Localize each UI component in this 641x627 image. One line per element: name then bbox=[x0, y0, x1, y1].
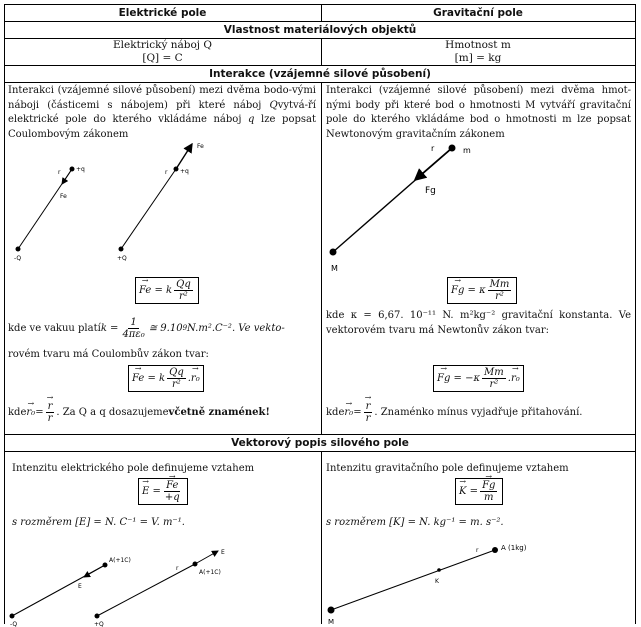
electric-diagram4-r-label: r bbox=[176, 565, 179, 572]
gravity-interaction-text: Interakci (vzájemné silové působení) mezi dvěma hmot-nými body při které bod o hmotnosti M vytváří gravitační pole do kterého vkládáme bod o hmotnosti m lze popsat Newtonovým gravitačním zákonem bbox=[326, 85, 631, 140]
electric-dimension-text: s rozměrem [E] = N. C⁻¹ = V. m⁻¹. bbox=[12, 517, 185, 528]
electric-diagram2-q-label: +q bbox=[180, 168, 189, 175]
gravity-intensity-numerator: → Fg bbox=[480, 480, 497, 492]
gravity-diagram2-K-label: K bbox=[435, 578, 439, 585]
gravity-diagram1-M-label: M bbox=[331, 264, 338, 273]
electric-diagram2-r-line bbox=[121, 169, 176, 249]
electric-intensity-denominator: +q bbox=[164, 492, 180, 503]
newton-vector-law-formula: → Fg = −κ $\frac{Mm}{\text{r²}}$ . → r₀ bbox=[433, 365, 524, 392]
newton-vector-law-r0: → r₀ bbox=[511, 373, 520, 384]
electric-intensity-lhs: → E bbox=[142, 486, 149, 497]
document-page bbox=[4, 4, 636, 627]
gravity-diagram2-point-A bbox=[492, 547, 498, 553]
section-header-vector: Vektorový popis silového pole bbox=[231, 437, 409, 449]
gravity-r0-definition: kde → r₀ = → $\frac{r}{r}$ . Znaménko mínus vyjadřuje přitahování. bbox=[326, 401, 582, 424]
table-row-divider bbox=[4, 21, 636, 22]
electric-diagram4-source-label: +Q bbox=[94, 621, 104, 627]
gravity-intensity-formula bbox=[455, 478, 503, 505]
electric-diagram3-E-arrow bbox=[84, 565, 105, 577]
gravitational-constant-text: kde κ = 6,67. 10⁻¹¹ N. m²kg⁻² gravitační konstanta. Ve vektorovém tvaru má Newtonův zákon tvar: bbox=[326, 310, 631, 336]
coulomb-law-eq: = k bbox=[154, 285, 173, 296]
newton-vector-law-numerator: Mm bbox=[484, 367, 504, 378]
gravity-intensity-denominator: m bbox=[483, 492, 494, 503]
electric-diagram3-source-label: -Q bbox=[10, 621, 18, 627]
electric-intensity-numerator: → Fe bbox=[164, 480, 180, 492]
gravity-diagram2-K-point bbox=[437, 568, 441, 572]
electric-diagram1-source-label: -Q bbox=[14, 255, 22, 262]
gravity-dimension-text: s rozměrem [K] = N. kg⁻¹ = m. s⁻². bbox=[326, 517, 504, 528]
electric-diagram4-E-label: E bbox=[221, 549, 225, 556]
gravity-diagram2-r-line bbox=[331, 550, 495, 610]
newton-law-formula bbox=[447, 277, 517, 304]
gravity-quantity-unit: [m] = kg bbox=[454, 52, 502, 64]
electric-diagram2-source-label: +Q bbox=[117, 255, 127, 262]
table-border-left bbox=[4, 4, 5, 624]
electric-diagram4-A-label: A(+1C) bbox=[199, 569, 221, 576]
gravity-field-diagram bbox=[321, 536, 635, 626]
table-row-divider bbox=[4, 434, 636, 435]
section-header-interaction: Interakce (vzájemné silové působení) bbox=[209, 68, 431, 80]
electric-diagram2-F-label: Fe bbox=[197, 143, 204, 150]
coulomb-vector-law-lhs: → Fe bbox=[132, 373, 144, 384]
electric-diagram3-A-label: A(+1C) bbox=[109, 557, 131, 564]
electric-diagram4-E-arrow bbox=[195, 551, 218, 564]
gravity-diagram2-mass-M bbox=[328, 607, 335, 614]
gravity-diagram1-mass-M bbox=[330, 249, 337, 256]
newton-law-denominator: r² bbox=[495, 291, 504, 302]
gravity-intensity-lhs: → K bbox=[459, 486, 466, 497]
coulomb-law-lhs: → Fe bbox=[139, 285, 151, 296]
table-border-top bbox=[4, 4, 636, 5]
newton-law-numerator: Mm bbox=[489, 279, 510, 290]
gravity-diagram1-m-label: m bbox=[463, 146, 471, 155]
column-header-electric: Elektrické pole bbox=[118, 7, 207, 19]
newton-vector-law-denominator: r² bbox=[489, 379, 499, 390]
coulomb-law-formula bbox=[135, 277, 199, 304]
coulomb-vector-law-denominator: r² bbox=[172, 379, 181, 390]
coulomb-vector-law-formula: → Fe = k $\frac{Qq}{\text{r²}}$ . → r₀ bbox=[128, 365, 204, 392]
gravity-diagram1-F-label: Fg bbox=[425, 186, 436, 196]
electric-field-diagram bbox=[4, 536, 321, 626]
coulomb-vector-law-numerator: Qq bbox=[169, 367, 184, 378]
table-row-divider bbox=[4, 82, 636, 83]
electric-quantity-unit: [Q] = C bbox=[142, 52, 183, 64]
electric-interaction-diagram bbox=[4, 134, 321, 269]
gravity-diagram1-r-label: r bbox=[431, 144, 435, 153]
electric-intensity-eq: = bbox=[152, 486, 161, 497]
electric-diagram1-r-label: r bbox=[58, 169, 61, 176]
coulomb-law-numerator: Qq bbox=[176, 279, 191, 290]
gravity-interaction-diagram bbox=[321, 134, 635, 274]
electric-diagram1-F-label: Fe bbox=[60, 193, 67, 200]
electric-intensity-formula bbox=[138, 478, 188, 505]
gravity-diagram2-M-label: M bbox=[328, 618, 335, 626]
coulomb-vector-law-r0: → r₀ bbox=[191, 373, 200, 384]
electric-diagram1-source-charge bbox=[16, 247, 21, 252]
vacuum-constant-line: kde ve vakuu platí k = $\frac{1}{\text{4πε₀}}$ ≅ 9.10 9 N.m².C⁻². Ve vekto- bbox=[8, 317, 285, 340]
gravity-diagram2-A-label: A (1kg) bbox=[501, 544, 527, 552]
electric-diagram1-q-label: +q bbox=[76, 166, 85, 173]
gravity-intensity-text: Intenzitu gravitačního pole definujeme vztahem bbox=[326, 463, 569, 474]
table-row-divider bbox=[4, 65, 636, 66]
column-header-gravity: Gravitační pole bbox=[433, 7, 523, 19]
electric-diagram2-force-arrow bbox=[176, 144, 192, 169]
newton-law-lhs: → Fg bbox=[451, 285, 464, 296]
gravity-diagram2-r-label: r bbox=[476, 547, 479, 554]
table-row-divider bbox=[4, 451, 636, 452]
electric-diagram3-E-label: E bbox=[78, 583, 82, 590]
section-header-properties: Vlastnost materiálových objektů bbox=[223, 24, 417, 36]
electric-diagram1-force-arrow bbox=[62, 169, 72, 184]
electric-r0-definition: kde → r₀ = → $\frac{r}{r}$ . Za Q a q dosazujeme včetně znamének! bbox=[8, 401, 270, 424]
electric-diagram4-r-line bbox=[97, 564, 195, 616]
electric-quantity-name: Elektrický náboj Q bbox=[113, 39, 212, 51]
electric-diagram4-source-charge bbox=[95, 614, 100, 619]
electric-interaction-text: Interakci (vzájemné silové působení) mezi dvěma bodo-vými náboji (částicemi s nábojem) při které náboj Qvytvá-ří elektrické pole do kterého vkládáme náboj q lze popsat Coulombovým zákonem bbox=[8, 85, 316, 140]
electric-diagram2-source-charge bbox=[119, 247, 124, 252]
gravity-intensity-eq: = bbox=[469, 486, 479, 497]
coulomb-vector-law-eq: = k bbox=[147, 373, 166, 384]
electric-diagram3-source-charge bbox=[10, 614, 15, 619]
newton-vector-law-lhs: → Fg bbox=[437, 373, 450, 384]
table-border-right bbox=[635, 4, 636, 624]
coulomb-law-denominator: r² bbox=[179, 291, 188, 302]
electric-diagram2-r-label: r bbox=[165, 169, 168, 176]
vector-form-text: rovém tvaru má Coulombův zákon tvar: bbox=[8, 349, 209, 360]
electric-intensity-text: Intenzitu elektrického pole definujeme vztahem bbox=[12, 463, 255, 474]
newton-law-eq: = κ bbox=[467, 285, 486, 296]
newton-vector-law-eq: = −κ bbox=[453, 373, 481, 384]
gravity-quantity-name: Hmotnost m bbox=[445, 39, 511, 51]
